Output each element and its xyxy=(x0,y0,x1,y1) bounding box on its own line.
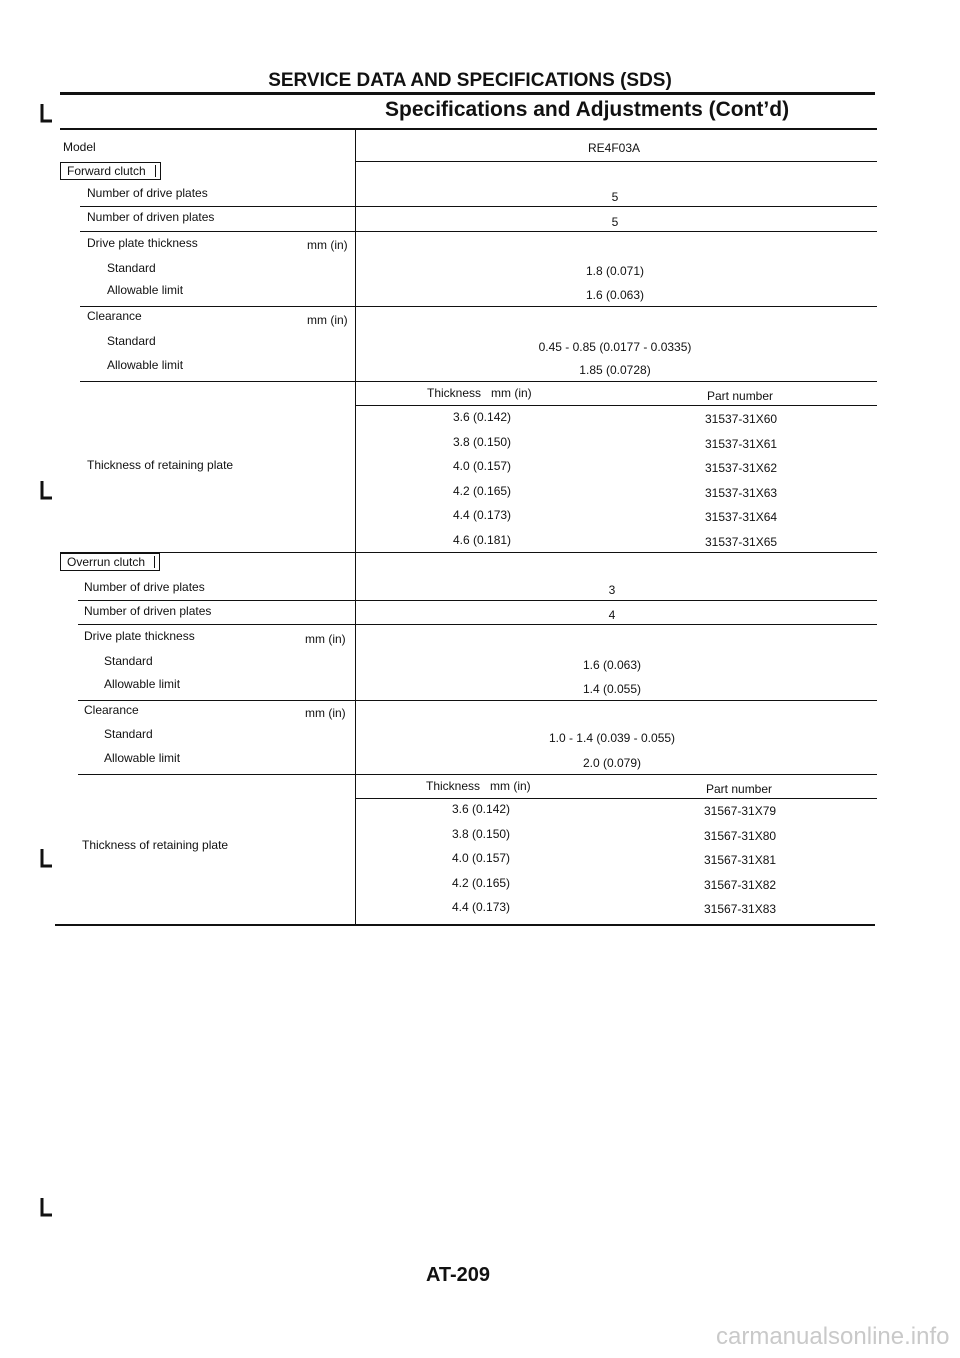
forward-retaining-part-number: 31537-31X61 xyxy=(705,436,778,451)
overrun-clearance-unit: mm (in) xyxy=(305,706,346,720)
forward-retaining-part-number: 31537-31X60 xyxy=(705,412,778,426)
overrun-driven-plates-value: 4 xyxy=(608,608,616,622)
row-divider xyxy=(80,306,877,307)
forward-retaining-plate-label: Thickness of retaining plate xyxy=(87,458,234,472)
revision-hook-icon xyxy=(40,480,54,502)
row-divider xyxy=(78,774,877,775)
table-bottom-rule xyxy=(55,924,875,926)
row-divider xyxy=(80,206,877,207)
overrun-thickness-limit-label: Allowable limit xyxy=(104,677,181,691)
forward-thickness-unit: mm (in) xyxy=(307,238,348,252)
overrun-retaining-header-part: Part number xyxy=(706,782,773,796)
model-label: Model xyxy=(63,140,96,154)
row-divider xyxy=(355,161,877,162)
page-subtitle: Specifications and Adjustments (Cont’d) xyxy=(385,98,790,121)
overrun-clearance-limit-value: 2.0 (0.079) xyxy=(582,756,642,770)
forward-retaining-thickness: 4.6 (0.181) xyxy=(453,532,512,547)
overrun-clearance-standard-label: Standard xyxy=(104,727,153,741)
overrun-drive-plates-value: 3 xyxy=(608,583,616,597)
forward-retaining-thickness: 3.8 (0.150) xyxy=(453,434,512,449)
forward-drive-plates-value: 5 xyxy=(611,190,619,204)
forward-retaining-part-number: 31537-31X62 xyxy=(705,461,778,475)
overrun-clearance-limit-label: Allowable limit xyxy=(104,751,181,765)
overrun-retaining-part-number: 31567-31X83 xyxy=(704,902,777,916)
forward-thickness-label: Drive plate thickness xyxy=(87,236,198,250)
forward-clearance-limit-value: 1.85 (0.0728) xyxy=(579,363,651,377)
row-divider xyxy=(78,624,877,625)
row-divider xyxy=(78,700,877,701)
overrun-retaining-plate-label: Thickness of retaining plate xyxy=(82,838,229,852)
forward-drive-plates-label: Number of drive plates xyxy=(87,186,208,200)
overrun-thickness-limit-value: 1.4 (0.055) xyxy=(582,682,642,696)
watermark: carmanualsonline.info xyxy=(716,1323,950,1350)
forward-retaining-part-number: 31537-31X63 xyxy=(705,485,778,500)
revision-hook-icon xyxy=(40,848,54,870)
forward-retaining-part-number: 31537-31X64 xyxy=(705,510,778,524)
forward-clearance-unit: mm (in) xyxy=(307,313,348,327)
forward-thickness-standard-value: 1.8 (0.071) xyxy=(585,264,645,278)
overrun-retaining-thickness: 3.6 (0.142) xyxy=(452,802,511,816)
overrun-clearance-standard-value: 1.0 - 1.4 (0.039 - 0.055) xyxy=(548,731,676,745)
row-divider xyxy=(355,405,877,406)
forward-retaining-thickness: 3.6 (0.142) xyxy=(453,410,512,424)
row-divider xyxy=(355,798,877,799)
forward-retaining-header-part: Part number xyxy=(707,389,774,403)
forward-retaining-thickness: 4.0 (0.157) xyxy=(453,459,512,473)
revision-hook-icon xyxy=(40,1197,54,1219)
forward-clearance-standard-label: Standard xyxy=(107,334,156,348)
forward-thickness-limit-label: Allowable limit xyxy=(107,283,184,297)
forward-thickness-standard-label: Standard xyxy=(107,261,156,275)
overrun-retaining-part-number: 31567-31X82 xyxy=(704,877,777,892)
row-divider xyxy=(80,231,877,232)
forward-thickness-limit-value: 1.6 (0.063) xyxy=(585,288,645,302)
revision-hook-icon xyxy=(40,103,54,125)
overrun-thickness-label: Drive plate thickness xyxy=(84,629,195,643)
overrun-retaining-part-number: 31567-31X80 xyxy=(704,828,777,843)
overrun-driven-plates-label: Number of driven plates xyxy=(84,604,212,618)
overrun-drive-plates-label: Number of drive plates xyxy=(84,580,205,594)
overrun-retaining-thickness: 4.2 (0.165) xyxy=(452,875,511,890)
section-divider xyxy=(60,552,877,553)
forward-clearance-label: Clearance xyxy=(87,309,142,323)
overrun-thickness-standard-value: 1.6 (0.063) xyxy=(582,658,642,672)
page-number: AT-209 xyxy=(425,1264,491,1286)
forward-retaining-part-number: 31537-31X65 xyxy=(705,534,778,549)
overrun-retaining-thickness: 4.4 (0.173) xyxy=(452,900,511,914)
column-divider xyxy=(355,130,356,926)
forward-retaining-header-thickness: Thickness mm (in) xyxy=(427,386,532,400)
forward-clearance-limit-label: Allowable limit xyxy=(107,358,184,372)
overrun-retaining-header-thickness: Thickness mm (in) xyxy=(426,779,531,793)
overrun-clutch-section-label: Overrun clutch xyxy=(60,553,160,571)
model-value: RE4F03A xyxy=(587,141,641,155)
forward-retaining-thickness: 4.4 (0.173) xyxy=(453,508,512,522)
forward-retaining-thickness: 4.2 (0.165) xyxy=(453,483,512,498)
subtitle-rule xyxy=(60,128,877,130)
overrun-thickness-standard-label: Standard xyxy=(104,654,153,668)
forward-driven-plates-value: 5 xyxy=(611,215,619,229)
overrun-clearance-label: Clearance xyxy=(84,703,139,717)
row-divider xyxy=(78,600,877,601)
forward-clutch-section-label: Forward clutch xyxy=(60,162,161,180)
row-divider xyxy=(80,381,877,382)
overrun-retaining-thickness: 3.8 (0.150) xyxy=(452,826,511,841)
page-title: SERVICE DATA AND SPECIFICATIONS (SDS) xyxy=(268,70,672,91)
overrun-retaining-part-number: 31567-31X79 xyxy=(704,804,777,818)
forward-driven-plates-label: Number of driven plates xyxy=(87,210,215,224)
forward-clearance-standard-value: 0.45 - 0.85 (0.0177 - 0.0335) xyxy=(538,340,692,354)
overrun-thickness-unit: mm (in) xyxy=(305,632,346,646)
overrun-retaining-thickness: 4.0 (0.157) xyxy=(452,851,511,865)
title-rule xyxy=(60,92,875,95)
overrun-retaining-part-number: 31567-31X81 xyxy=(704,853,777,867)
